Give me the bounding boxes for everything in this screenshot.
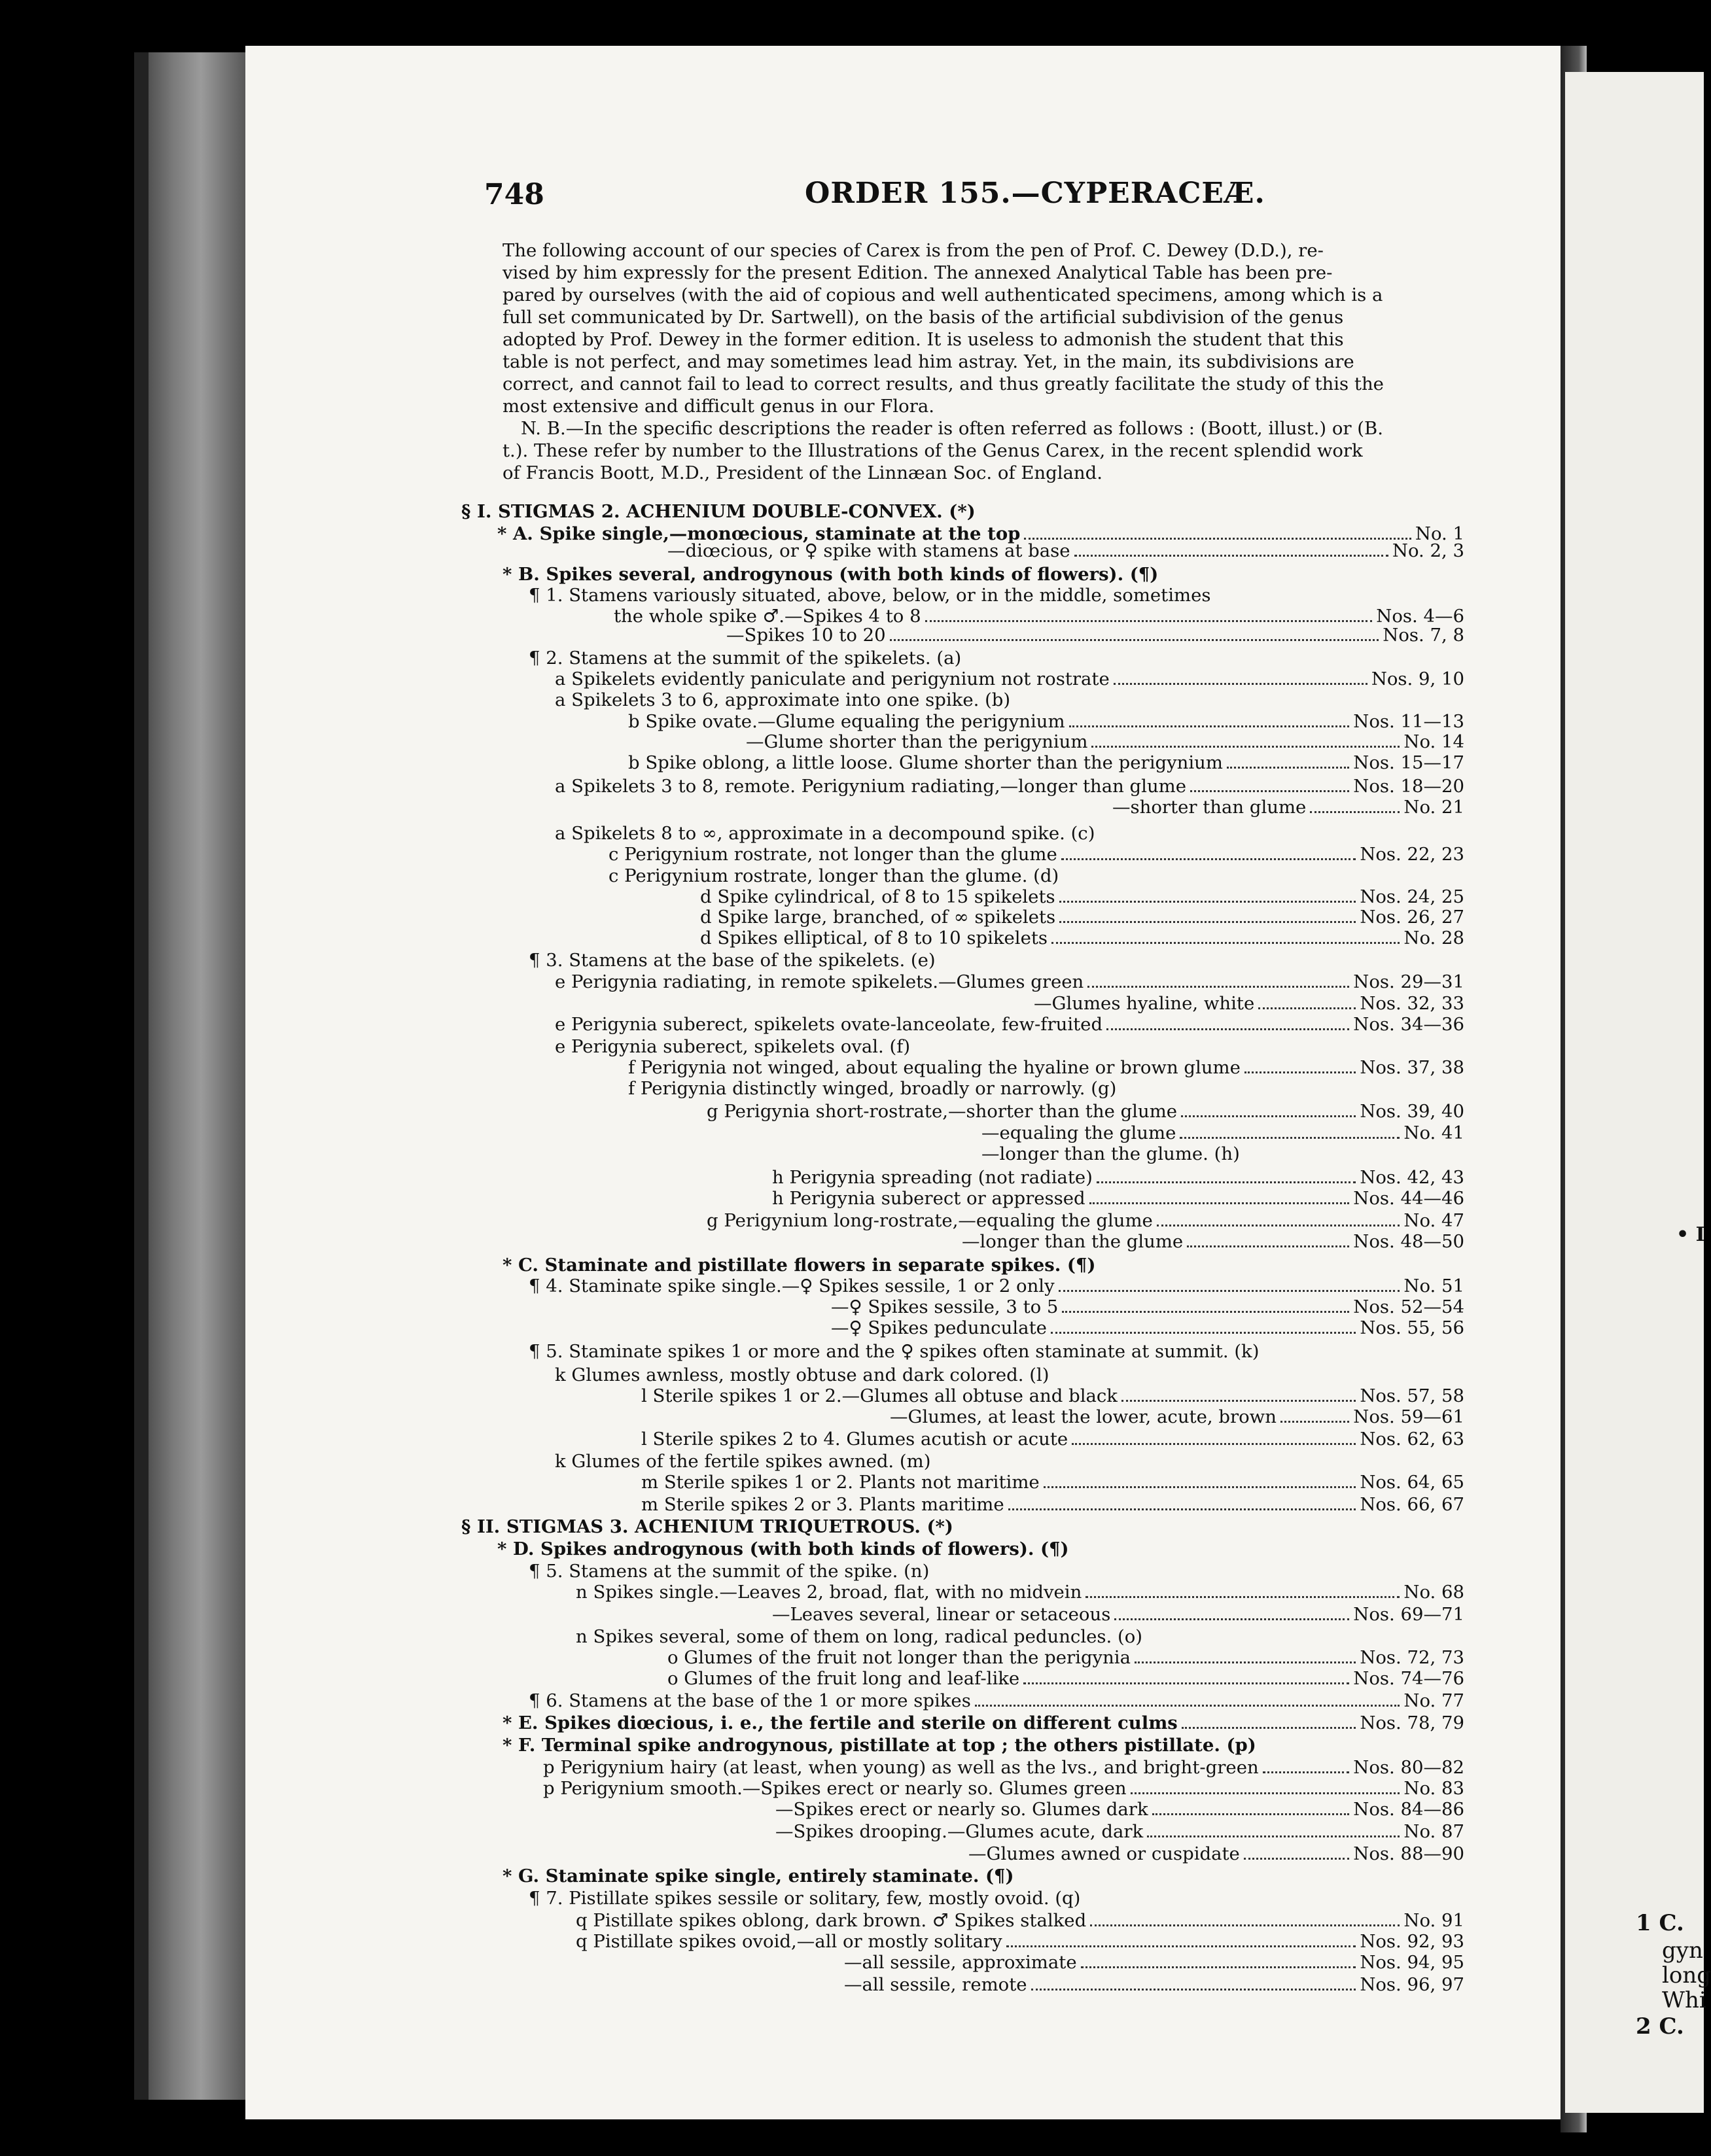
key-entry-text: b Spike oblong, a little loose. Glume shorter than the perigynium [628, 752, 1223, 773]
key-entry-reference: Nos. 22, 23 [1360, 844, 1464, 865]
spine-edge [134, 52, 149, 2100]
dot-leader [1147, 1835, 1400, 1837]
key-entry-reference: No. 2, 3 [1392, 540, 1464, 561]
key-entry [576, 1931, 1002, 1953]
key-entry [641, 1494, 1004, 1516]
key-entry [628, 752, 1223, 774]
key-entry [981, 1122, 1176, 1144]
dot-leader [1091, 746, 1400, 748]
key-entry [543, 1757, 1259, 1779]
key-entry-reference: No. 21 [1403, 797, 1464, 818]
key-entry-text: ¶ 5. Stamens at the summit of the spike. (n) [529, 1561, 930, 1582]
key-entry [529, 1561, 929, 1582]
key-entry [543, 1778, 1127, 1800]
intro-paragraph [503, 239, 1497, 484]
dot-leader [1059, 1290, 1400, 1292]
dot-leader [1106, 1028, 1349, 1030]
intro-line: vised by him expressly for the present Edition. The annexed Analytical Table has been pre- [503, 262, 1333, 283]
key-entry-text: g Perigynia short-rostrate,—shorter than the glume [707, 1101, 1178, 1122]
key-entry-reference: Nos. 32, 33 [1360, 993, 1464, 1014]
key-entry [555, 1451, 930, 1472]
dot-leader [1023, 1682, 1349, 1684]
key-entry-reference: Nos. 55, 56 [1360, 1317, 1464, 1338]
key-entry-reference: No. 51 [1403, 1276, 1464, 1296]
dot-leader [1085, 1596, 1400, 1598]
key-entry-text: h Perigynia suberect or appressed [772, 1188, 1085, 1209]
key-entry [555, 1014, 1102, 1035]
key-entry [555, 971, 1084, 993]
key-entry-text: ¶ 4. Staminate spike single.—♀ Spikes sessile, 1 or 2 only [529, 1276, 1055, 1296]
key-entry-text: k Glumes awnless, mostly obtuse and dark colored. (l) [555, 1365, 1050, 1385]
key-entry-text: b Spike ovate.—Glume equaling the perigynium [628, 711, 1065, 732]
key-entry-reference: Nos. 80—82 [1353, 1757, 1464, 1778]
key-entry-text: ¶ 3. Stamens at the base of the spikelets. (e) [529, 950, 936, 971]
key-entry-reference: Nos. 84—86 [1353, 1799, 1464, 1820]
dot-leader [1227, 767, 1349, 769]
dot-leader [1074, 555, 1388, 557]
key-entry [461, 501, 976, 523]
key-entry [503, 1866, 1014, 1887]
key-entry-text: d Spike large, branched, of ∞ spikelets [700, 907, 1056, 928]
key-entry [890, 1406, 1277, 1428]
dot-leader [1114, 683, 1367, 685]
key-entry-reference: No. 77 [1403, 1690, 1464, 1711]
key-entry-text: d Spike cylindrical, of 8 to 15 spikelets [700, 886, 1055, 907]
key-entry-text: * B. Spikes several, androgynous (with both kinds of flowers). (¶) [503, 564, 1159, 585]
key-entry-reference: No. 87 [1403, 1821, 1464, 1842]
key-entry [529, 1341, 1259, 1363]
facing-fragment: Whi [1662, 1987, 1706, 2013]
key-entry [609, 844, 1057, 865]
key-entry-text: * D. Spikes androgynous (with both kinds of flowers). (¶) [497, 1539, 1069, 1559]
key-entry [555, 689, 1010, 711]
dot-leader [890, 639, 1379, 641]
dot-leader [1061, 858, 1356, 860]
key-entry-reference: Nos. 39, 40 [1360, 1101, 1464, 1122]
key-entry [461, 1516, 953, 1538]
key-entry [503, 1713, 1178, 1734]
dot-leader [1181, 1115, 1356, 1117]
key-entry-text: e Perigynia suberect, spikelets ovate-lanceolate, few-fruited [555, 1014, 1103, 1035]
key-entry-text: h Perigynia spreading (not radiate) [772, 1167, 1093, 1188]
key-entry [576, 1582, 1082, 1603]
key-entry-text: ¶ 1. Stamens variously situated, above, below, or in the middle, sometimes [529, 585, 1211, 606]
key-entry [641, 1429, 1068, 1450]
key-entry-reference: No. 28 [1403, 928, 1464, 948]
key-entry-text: —Glumes, at least the lower, acute, brown [890, 1406, 1277, 1427]
key-entry-text: d Spikes elliptical, of 8 to 10 spikelets [700, 928, 1048, 948]
dot-leader [1031, 1989, 1356, 1991]
key-entry-reference: Nos. 88—90 [1353, 1843, 1464, 1864]
key-entry-reference: Nos. 26, 27 [1360, 907, 1464, 928]
dot-leader [925, 620, 1373, 622]
key-entry-text: —♀ Spikes sessile, 3 to 5 [831, 1296, 1059, 1317]
key-entry-reference: Nos. 7, 8 [1383, 625, 1464, 646]
key-entry-reference: Nos. 69—71 [1353, 1604, 1464, 1625]
dot-leader [1182, 1727, 1356, 1729]
key-entry-reference: Nos. 92, 93 [1360, 1931, 1464, 1952]
book-spine [134, 52, 245, 2100]
key-entry-text: e Perigynia radiating, in remote spikelets.—Glumes green [555, 971, 1084, 992]
key-entry-text: a Spikelets 3 to 6, approximate into one spike. (b) [555, 689, 1011, 710]
key-entry [576, 1626, 1142, 1648]
dot-leader [975, 1705, 1400, 1707]
key-entry-reference: Nos. 4—6 [1376, 606, 1464, 627]
key-entry [641, 1385, 1118, 1407]
key-entry-text: —equaling the glume [981, 1122, 1176, 1143]
key-entry [667, 540, 1070, 562]
key-entry-text: p Perigynium smooth.—Spikes erect or nearly so. Glumes green [543, 1778, 1127, 1799]
key-entry-text: o Glumes of the fruit long and leaf-like [667, 1668, 1020, 1689]
intro-line: N. B.—In the specific descriptions the reader is often referred as follows : (Boott, illust.) or (B. [521, 418, 1383, 439]
key-entry [844, 1952, 1077, 1973]
key-entry-reference: Nos. 64, 65 [1360, 1472, 1464, 1493]
key-entry-text: * A. Spike single,—monœcious, staminate at the top [497, 523, 1021, 544]
facing-fragment: 2 C. [1636, 2013, 1684, 2040]
intro-line: The following account of our species of Carex is from the pen of Prof. C. Dewey (D.D.), re- [503, 240, 1324, 261]
key-entry-text: * E. Spikes diœcious, i. e., the fertile and sterile on different culms [503, 1713, 1178, 1733]
key-entry-reference: No. 68 [1403, 1582, 1464, 1603]
key-entry [497, 1539, 1069, 1560]
key-entry [529, 648, 961, 669]
key-entry-text: —all sessile, approximate [844, 1952, 1077, 1973]
key-entry-reference: Nos. 34—36 [1353, 1014, 1464, 1035]
intro-line: table is not perfect, and may sometimes lead him astray. Yet, in the main, its subdivisions are [503, 351, 1354, 372]
key-entry-reference: Nos. 18—20 [1353, 776, 1464, 797]
dot-leader [1157, 1225, 1400, 1226]
key-entry-text: l Sterile spikes 1 or 2.—Glumes all obtuse and black [641, 1385, 1118, 1406]
key-entry-reference: Nos. 11—13 [1353, 711, 1464, 732]
dot-leader [1190, 790, 1349, 792]
key-entry-text: § II. STIGMAS 3. ACHENIUM TRIQUETROUS. (*) [461, 1516, 953, 1537]
key-entry [844, 1974, 1027, 1996]
dot-leader [1062, 1311, 1349, 1313]
key-entry-text: —Glumes awned or cuspidate [968, 1843, 1240, 1864]
key-entry [555, 776, 1186, 797]
dot-leader [1006, 1945, 1356, 1947]
dot-leader [1069, 725, 1350, 727]
key-entry-text: —♀ Spikes pedunculate [831, 1317, 1047, 1338]
facing-fragment: 1 C. [1636, 1910, 1684, 1936]
dot-leader [1114, 1618, 1349, 1620]
key-entry-text: a Spikelets 3 to 8, remote. Perigynium radiating,—longer than glume [555, 776, 1187, 797]
key-entry-reference: Nos. 29—31 [1353, 971, 1464, 992]
intro-line: t.). These refer by number to the Illustrations of the Genus Carex, in the recent splendid work [503, 440, 1363, 461]
key-entry-reference: Nos. 37, 38 [1360, 1057, 1464, 1078]
key-entry-text: q Pistillate spikes oblong, dark brown. ♂ Spikes stalked [576, 1910, 1087, 1931]
dot-leader [1072, 1443, 1356, 1445]
key-entry-reference: Nos. 24, 25 [1360, 886, 1464, 907]
key-entry [529, 585, 1211, 606]
key-entry-reference: No. 14 [1403, 731, 1464, 752]
key-entry-text: a Spikelets 8 to ∞, approximate in a decompound spike. (c) [555, 823, 1095, 844]
key-entry [700, 907, 1055, 928]
dot-leader [1244, 1858, 1349, 1860]
key-entry-text: —Glume shorter than the perigynium [746, 731, 1088, 752]
intro-line: of Francis Boott, M.D., President of the Linnæan Soc. of England. [503, 462, 1102, 483]
key-entry [831, 1317, 1047, 1339]
key-entry [746, 731, 1087, 753]
key-entry-text: * C. Staminate and pistillate flowers in separate spikes. (¶) [503, 1255, 1096, 1276]
key-entry-reference: Nos. 96, 97 [1360, 1974, 1464, 1995]
dot-leader [1180, 1137, 1400, 1139]
dot-leader [1131, 1792, 1400, 1794]
key-entry-reference: No. 47 [1403, 1210, 1464, 1231]
key-entry-text: —Spikes erect or nearly so. Glumes dark [775, 1799, 1148, 1820]
key-entry-text: * G. Staminate spike single, entirely staminate. (¶) [503, 1866, 1014, 1886]
key-entry-text: —Spikes 10 to 20 [726, 625, 886, 646]
dot-leader [1090, 1924, 1400, 1926]
key-entry [962, 1231, 1183, 1253]
key-entry [628, 1078, 1116, 1100]
key-entry-text: f Perigynia distinctly winged, broadly or narrowly. (g) [628, 1078, 1117, 1099]
intro-line: full set communicated by Dr. Sartwell), on the basis of the artificial subdivision of the genus [503, 307, 1344, 328]
dot-leader [1152, 1813, 1350, 1815]
key-entry [772, 1188, 1085, 1209]
key-entry-text: ¶ 7. Pistillate spikes sessile or solitary, few, mostly ovoid. (q) [529, 1888, 1081, 1909]
dot-leader [1051, 942, 1400, 944]
key-entry-text: —Leaves several, linear or setaceous [772, 1604, 1111, 1625]
key-entry-text: —Glumes hyaline, white [1034, 993, 1255, 1014]
dot-leader [1008, 1508, 1356, 1510]
dot-leader [1087, 986, 1349, 988]
key-entry-text: § I. STIGMAS 2. ACHENIUM DOUBLE-CONVEX. (*) [461, 501, 976, 522]
key-entry [503, 564, 1158, 585]
key-entry [700, 928, 1048, 949]
key-entry [1112, 797, 1306, 818]
key-entry-text: c Perigynium rostrate, not longer than the glume [609, 844, 1057, 865]
key-entry-text: n Spikes single.—Leaves 2, broad, flat, with no midvein [576, 1582, 1082, 1603]
key-entry-reference: Nos. 42, 43 [1360, 1167, 1464, 1188]
key-entry [667, 1668, 1019, 1690]
key-entry-reference: Nos. 48—50 [1353, 1231, 1464, 1252]
key-entry-reference: Nos. 74—76 [1353, 1668, 1464, 1689]
dot-leader [1097, 1181, 1356, 1183]
key-entry-reference: No. 83 [1403, 1778, 1464, 1799]
dot-leader [1258, 1007, 1356, 1009]
key-entry-text: ¶ 6. Stamens at the base of the 1 or more spikes [529, 1690, 971, 1711]
key-entry-reference: No. 41 [1403, 1122, 1464, 1143]
page-number: 748 [484, 178, 544, 211]
key-entry-text: q Pistillate spikes ovoid,—all or mostly solitary [576, 1931, 1002, 1952]
key-entry [529, 1690, 971, 1712]
key-entry-text: —longer than the glume [962, 1231, 1184, 1252]
key-entry [529, 950, 936, 971]
key-entry-reference: Nos. 9, 10 [1371, 669, 1464, 689]
key-entry [968, 1843, 1240, 1865]
key-entry [529, 1888, 1080, 1909]
dot-leader [1121, 1400, 1356, 1402]
key-entry [555, 823, 1095, 844]
key-entry [707, 1210, 1153, 1232]
key-entry-text: m Sterile spikes 1 or 2. Plants not maritime [641, 1472, 1040, 1493]
key-entry-text: g Perigynium long-rostrate,—equaling the glume [707, 1210, 1153, 1231]
key-entry [576, 1910, 1086, 1932]
key-entry-text: n Spikes several, some of them on long, radical peduncles. (o) [576, 1626, 1143, 1647]
key-entry [1034, 993, 1254, 1015]
key-entry-reference: Nos. 94, 95 [1360, 1952, 1464, 1973]
key-entry-text: o Glumes of the fruit not longer than the perigynia [667, 1647, 1131, 1668]
key-entry-text: ¶ 5. Staminate spikes 1 or more and the ♀ spikes often staminate at summit. (k) [529, 1341, 1260, 1362]
key-entry [628, 1057, 1241, 1079]
key-entry-text: c Perigynium rostrate, longer than the glume. (d) [609, 865, 1059, 886]
key-entry [772, 1167, 1093, 1189]
key-entry-reference: Nos. 78, 79 [1360, 1713, 1464, 1733]
key-entry [628, 711, 1065, 733]
facing-fragment: long [1662, 1962, 1711, 1989]
key-entry [981, 1143, 1240, 1165]
key-entry-reference: Nos. 72, 73 [1360, 1647, 1464, 1668]
key-entry [775, 1799, 1148, 1820]
dot-leader [1263, 1771, 1350, 1773]
dot-leader [1244, 1071, 1356, 1073]
key-entry-text: * F. Terminal spike androgynous, pistillate at top ; the others pistillate. (p) [503, 1735, 1256, 1756]
dot-leader [1187, 1245, 1349, 1247]
key-entry-text: the whole spike ♂.—Spikes 4 to 8 [614, 606, 921, 627]
intro-line: most extensive and difficult genus in our Flora. [503, 396, 934, 417]
key-entry-text: m Sterile spikes 2 or 3. Plants maritime [641, 1494, 1004, 1515]
key-entry [555, 1036, 910, 1058]
key-entry-reference: Nos. 15—17 [1353, 752, 1464, 773]
dot-leader [1280, 1421, 1349, 1423]
key-entry [775, 1821, 1143, 1843]
page-title: ORDER 155.—CYPERACEÆ. [805, 177, 1265, 210]
key-entry-text: —longer than the glume. (h) [981, 1143, 1240, 1164]
key-entry [726, 625, 886, 646]
key-entry [503, 1735, 1256, 1756]
intro-line: pared by ourselves (with the aid of copious and well authenticated specimens, among which is a [503, 285, 1383, 305]
intro-line: correct, and cannot fail to lead to correct results, and thus greatly facilitate the study of this the [503, 374, 1384, 394]
key-entry-reference: Nos. 57, 58 [1360, 1385, 1464, 1406]
dot-leader [1089, 1202, 1350, 1204]
key-entry [831, 1296, 1058, 1318]
key-entry [700, 886, 1055, 908]
dot-leader [1059, 921, 1356, 923]
key-entry-text: —all sessile, remote [844, 1974, 1027, 1995]
key-entry [555, 669, 1110, 690]
intro-line: adopted by Prof. Dewey in the former edition. It is useless to admonish the student that this [503, 329, 1344, 350]
key-entry-text: f Perigynia not winged, about equaling the hyaline or brown glume [628, 1057, 1241, 1078]
key-entry-text: k Glumes of the fertile spikes awned. (m) [555, 1451, 931, 1472]
key-entry [529, 1276, 1055, 1297]
facing-page [1565, 72, 1711, 2113]
dot-leader [1310, 811, 1400, 813]
key-entry-reference: Nos. 62, 63 [1360, 1429, 1464, 1450]
key-entry-text: —shorter than glume [1112, 797, 1307, 818]
key-entry-text: p Perigynium hairy (at least, when young) as well as the lvs., and bright-green [543, 1757, 1259, 1778]
key-entry-reference: Nos. 59—61 [1353, 1406, 1464, 1427]
key-entry-text: e Perigynia suberect, spikelets oval. (f) [555, 1036, 911, 1057]
key-entry-text: a Spikelets evidently paniculate and perigynium not rostrate [555, 669, 1110, 689]
dot-leader [1044, 1486, 1356, 1488]
dot-leader [1059, 901, 1356, 903]
key-entry-text: l Sterile spikes 2 to 4. Glumes acutish or acute [641, 1429, 1068, 1450]
key-entry [609, 865, 1059, 887]
dot-leader [1081, 1966, 1356, 1968]
facing-bullet: • I [1676, 1223, 1705, 1246]
key-entry-reference: Nos. 52—54 [1353, 1296, 1464, 1317]
key-entry-reference: No. 1 [1415, 523, 1464, 544]
key-entry-text: —diœcious, or ♀ spike with stamens at base [667, 540, 1070, 561]
dot-leader [1051, 1332, 1356, 1334]
key-entry-reference: No. 91 [1403, 1910, 1464, 1931]
key-entry [707, 1101, 1177, 1122]
key-entry-text: ¶ 2. Stamens at the summit of the spikelets. (a) [529, 648, 962, 669]
dot-leader [1024, 538, 1411, 540]
key-entry [772, 1604, 1110, 1626]
key-entry-reference: Nos. 44—46 [1353, 1188, 1464, 1209]
facing-fragment: gyn [1662, 1938, 1703, 1964]
key-entry [641, 1472, 1040, 1493]
key-entry-reference: Nos. 66, 67 [1360, 1494, 1464, 1515]
key-entry [503, 1255, 1095, 1276]
key-entry-text: —Spikes drooping.—Glumes acute, dark [775, 1821, 1144, 1842]
dot-leader [1135, 1661, 1356, 1663]
key-entry [667, 1647, 1131, 1669]
key-entry [555, 1365, 1050, 1386]
